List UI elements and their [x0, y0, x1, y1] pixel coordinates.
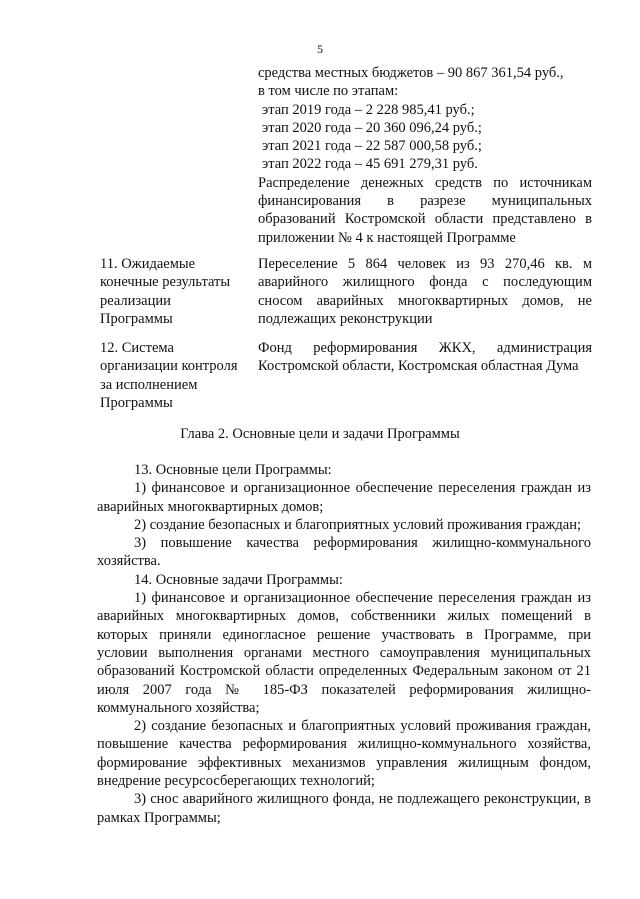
label-line: реализации	[100, 292, 171, 309]
stage-line: этап 2021 года – 22 587 000,58 руб.;	[262, 138, 482, 155]
row-label	[100, 255, 250, 328]
stage-line: этап 2019 года – 2 228 985,41 руб.;	[262, 101, 475, 118]
paragraph: 1) финансовое и организационное обеспечение переселения граждан из аварийных многоквартирных домов, собственники жилых помещений в которых приняли единогласное решение участвовать в Программе, при условии выполнения органами местного самоуправления муниципальных образований Костромской области определенных Федеральным законом от 21 июля 2007 года № 185-ФЗ показателей реформирования жилищно-коммунального хозяйства;	[97, 590, 591, 716]
paragraph: 3) повышение качества реформирования жилищно-коммунального хозяйства.	[97, 535, 591, 570]
row-value: Фонд реформирования ЖКХ, администрация Костромской области, Костромская областная Дума	[258, 340, 592, 375]
chapter-heading: Глава 2. Основные цели и задачи Программы	[180, 426, 460, 442]
body-text	[97, 461, 591, 827]
page-number: 5	[317, 42, 323, 56]
funds-distribution-text: Распределение денежных средств по источникам финансирования в разрезе муниципальных образований Костромской области представлено в приложении № 4 к настоящей Программе	[258, 174, 592, 246]
row-label	[100, 339, 250, 412]
label-line: Программы	[100, 394, 173, 411]
label-line: 12. Система	[100, 340, 174, 356]
paragraph: 2) создание безопасных и благоприятных условий проживания граждан, повышение качества реформирования жилищно-коммунального хозяйства, формирование эффективных механизмов управления жилищным фондом, внедрение ресурсосберегающих технологий;	[97, 718, 591, 790]
stages-intro-line: в том числе по этапам:	[258, 83, 399, 100]
paragraph: 1) финансовое и организационное обеспечение переселения граждан из аварийных многоквартирных домов;	[97, 480, 591, 515]
label-line: Программы	[100, 310, 173, 327]
stage-line: этап 2020 года – 20 360 096,24 руб.;	[262, 119, 482, 136]
stage-line: этап 2022 года – 45 691 279,31 руб.	[262, 156, 478, 173]
funding-block	[258, 64, 592, 247]
label-line: 11. Ожидаемые	[100, 256, 196, 272]
local-budget-line: средства местных бюджетов – 90 867 361,54 руб.,	[258, 65, 564, 81]
paragraph: 2) создание безопасных и благоприятных условий проживания граждан;	[134, 516, 582, 533]
row-value: Переселение 5 864 человек из 93 270,46 кв. м аварийного жилищного фонда с последующим сносом аварийных многоквартирных домов, не подлежащих реконструкции	[258, 256, 592, 327]
paragraph: 3) снос аварийного жилищного фонда, не подлежащего реконструкции, в рамках Программы;	[97, 791, 591, 826]
label-line: организации контроля	[100, 358, 238, 375]
label-line: конечные результаты	[100, 274, 231, 291]
label-line: за исполнением	[100, 376, 198, 393]
paragraph: 14. Основные задачи Программы:	[134, 571, 343, 588]
paragraph: 13. Основные цели Программы:	[134, 462, 332, 478]
